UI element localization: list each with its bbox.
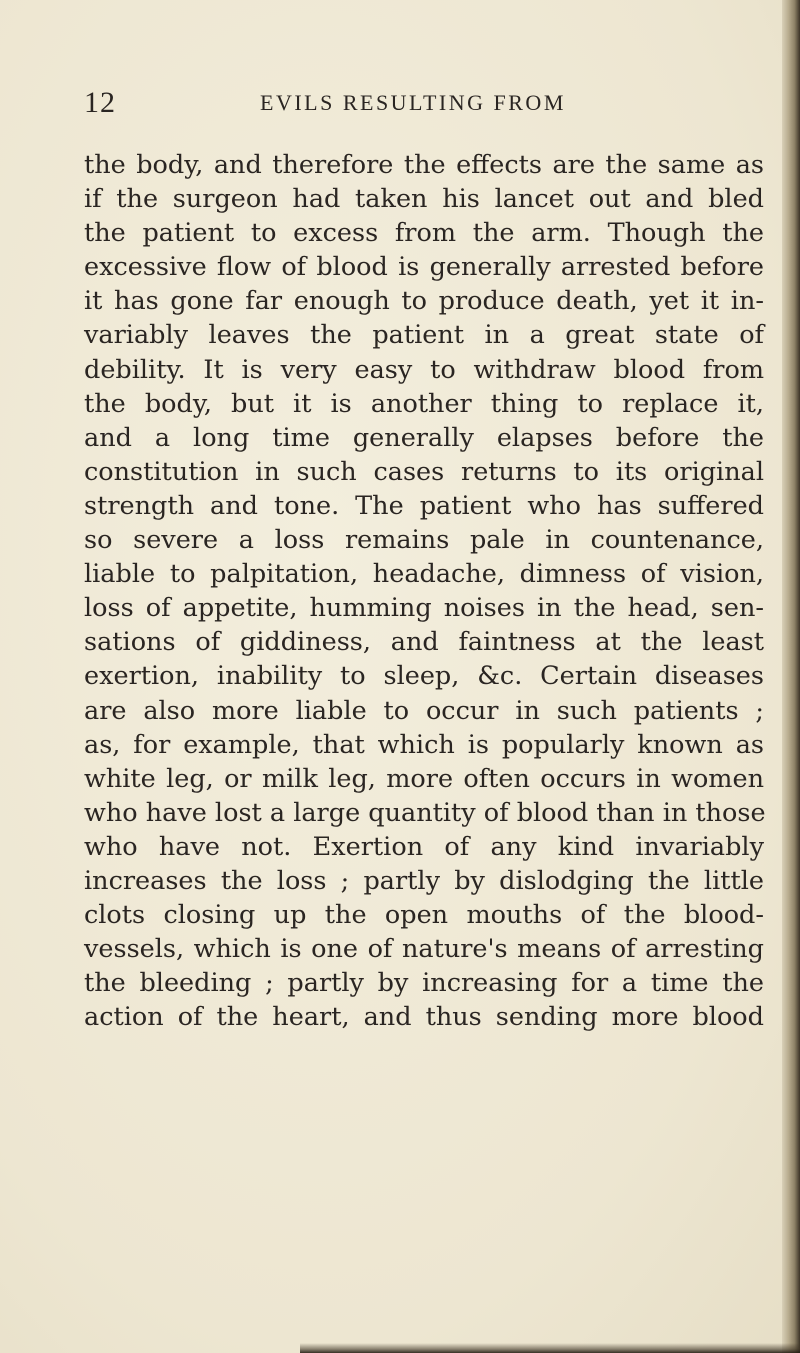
running-title: EVILS RESULTING FROM [260,90,566,115]
page-edge-shadow [782,0,800,1353]
text-line: as, for example, that which is popularly known as [84,729,764,760]
text-line: constitution in such cases returns to its original [84,456,764,487]
text-line: strength and tone. The patient who has suffered [84,490,764,521]
bottom-edge-shadow [300,1343,800,1353]
text-line: loss of appetite, humming noises in the head, sen- [84,593,764,624]
text-line: vessels, which is one of nature's means of arresting [84,934,764,965]
text-line: are also more liable to occur in such patients ; [84,695,764,726]
body-text [84,148,764,1034]
text-line: the bleeding ; partly by increasing for a time the [84,968,764,999]
text-line: who have not. Exertion of any kind invariably [84,831,764,862]
text-line: debility. It is very easy to withdraw blood from [84,354,764,385]
text-line: white leg, or milk leg, more often occurs in women [84,763,764,794]
text-line: sations of giddiness, and faintness at the least [84,627,764,658]
text-line: increases the loss ; partly by dislodging the little [84,865,764,896]
text-line: excessive flow of blood is generally arrested before [84,252,764,283]
text-line: action of the heart, and thus sending more blood [84,1002,764,1033]
text-line: variably leaves the patient in a great state of [84,320,764,351]
page-number: 12 [84,86,116,119]
text-line: clots closing up the open mouths of the blood- [84,900,764,931]
page-header [80,86,760,126]
text-line: exertion, inability to sleep, &c. Certain diseases [84,661,764,692]
text-line: it has gone far enough to produce death, yet it in- [84,286,764,317]
text-line: and a long time generally elapses before the [84,422,764,453]
text-line: liable to palpitation, headache, dimness of vision, [84,559,764,590]
text-line: if the surgeon had taken his lancet out and bled [84,184,764,215]
text-line: the body, but it is another thing to replace it, [84,388,764,419]
text-line: who have lost a large quantity of blood than in those [84,797,766,828]
text-line: so severe a loss remains pale in countenance, [84,525,764,556]
text-line: the patient to excess from the arm. Though the [84,218,764,249]
text-line: the body, and therefore the effects are the same as [84,150,764,180]
